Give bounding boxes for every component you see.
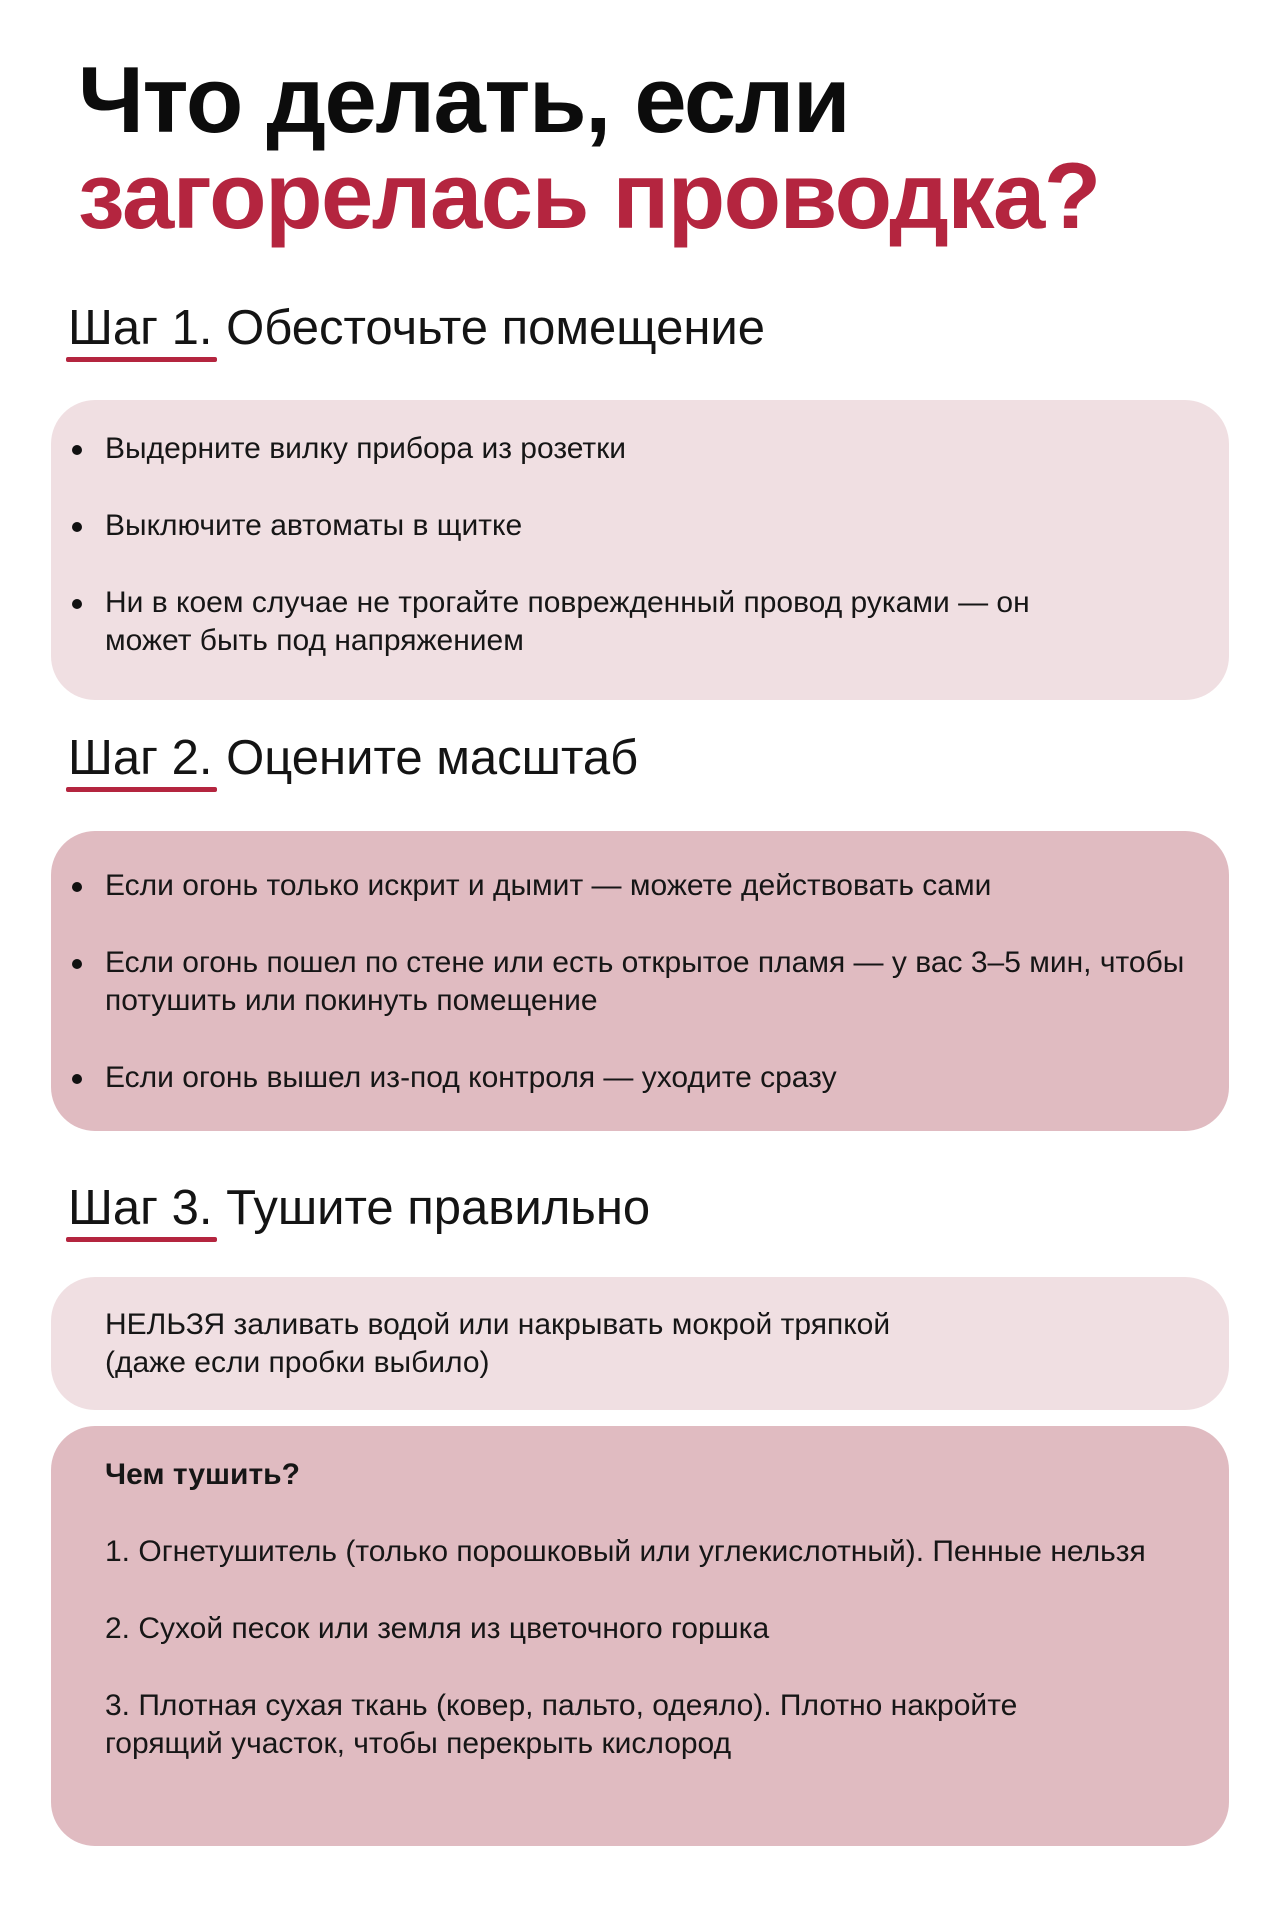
step3-heading [68,1180,650,1236]
how-item-2: 2. Сухой песок или земля из цветочного горшка [105,1612,770,1645]
how-item-3: 3. Плотная сухая ткань (ковер, пальто, одеяло). Плотно накройте горящий участок, чтобы перекрыть кислород [105,1689,1018,1760]
step2-number: Шаг 2. [68,731,213,785]
how-heading: Чем тушить? [105,1458,300,1491]
warning-line-2: (даже если пробки выбило) [105,1346,490,1379]
step1-card [51,400,1229,700]
step2-title: Оцените масштаб [226,731,639,785]
warning-line-1: НЕЛЬЗЯ заливать водой или накрывать мокрой тряпкой [105,1308,891,1341]
step3-how-card [51,1426,1229,1846]
page-title-line1: Что делать, если [78,47,850,152]
step2-item-2: Если огонь пошел по стене или есть открытое пламя — у вас 3–5 мин, чтобы потушить или покинуть помещение [51,944,1199,1020]
step1-list [51,430,1189,660]
step1-number: Шаг 1. [68,301,213,355]
step1-item-3: Ни в коем случае не трогайте поврежденный провод руками — он может быть под напряжением [51,584,1189,660]
step2-list [51,867,1199,1097]
step3-number: Шаг 3. [68,1181,213,1235]
step1-item-1: Выдерните вилку прибора из розетки [51,430,1189,468]
step2-heading [68,730,638,786]
step2-item-3: Если огонь вышел из-под контроля — уходите сразу [51,1059,1199,1097]
step1-item-2: Выключите автоматы в щитке [51,507,1189,545]
step2-card [51,831,1229,1131]
page-title [78,47,1100,248]
how-list [51,1533,1229,1763]
step3-title: Тушите правильно [226,1181,651,1235]
step1-title: Обесточьте помещение [226,301,765,355]
step1-heading [68,300,765,356]
step2-item-1: Если огонь только искрит и дымит — можете действовать сами [51,867,1199,905]
step3-warning-card [51,1277,1229,1410]
how-item-1: 1. Огнетушитель (только порошковый или углекислотный). Пенные нельзя [105,1535,1146,1568]
page-title-line2: загорелась проводка? [78,143,1100,248]
